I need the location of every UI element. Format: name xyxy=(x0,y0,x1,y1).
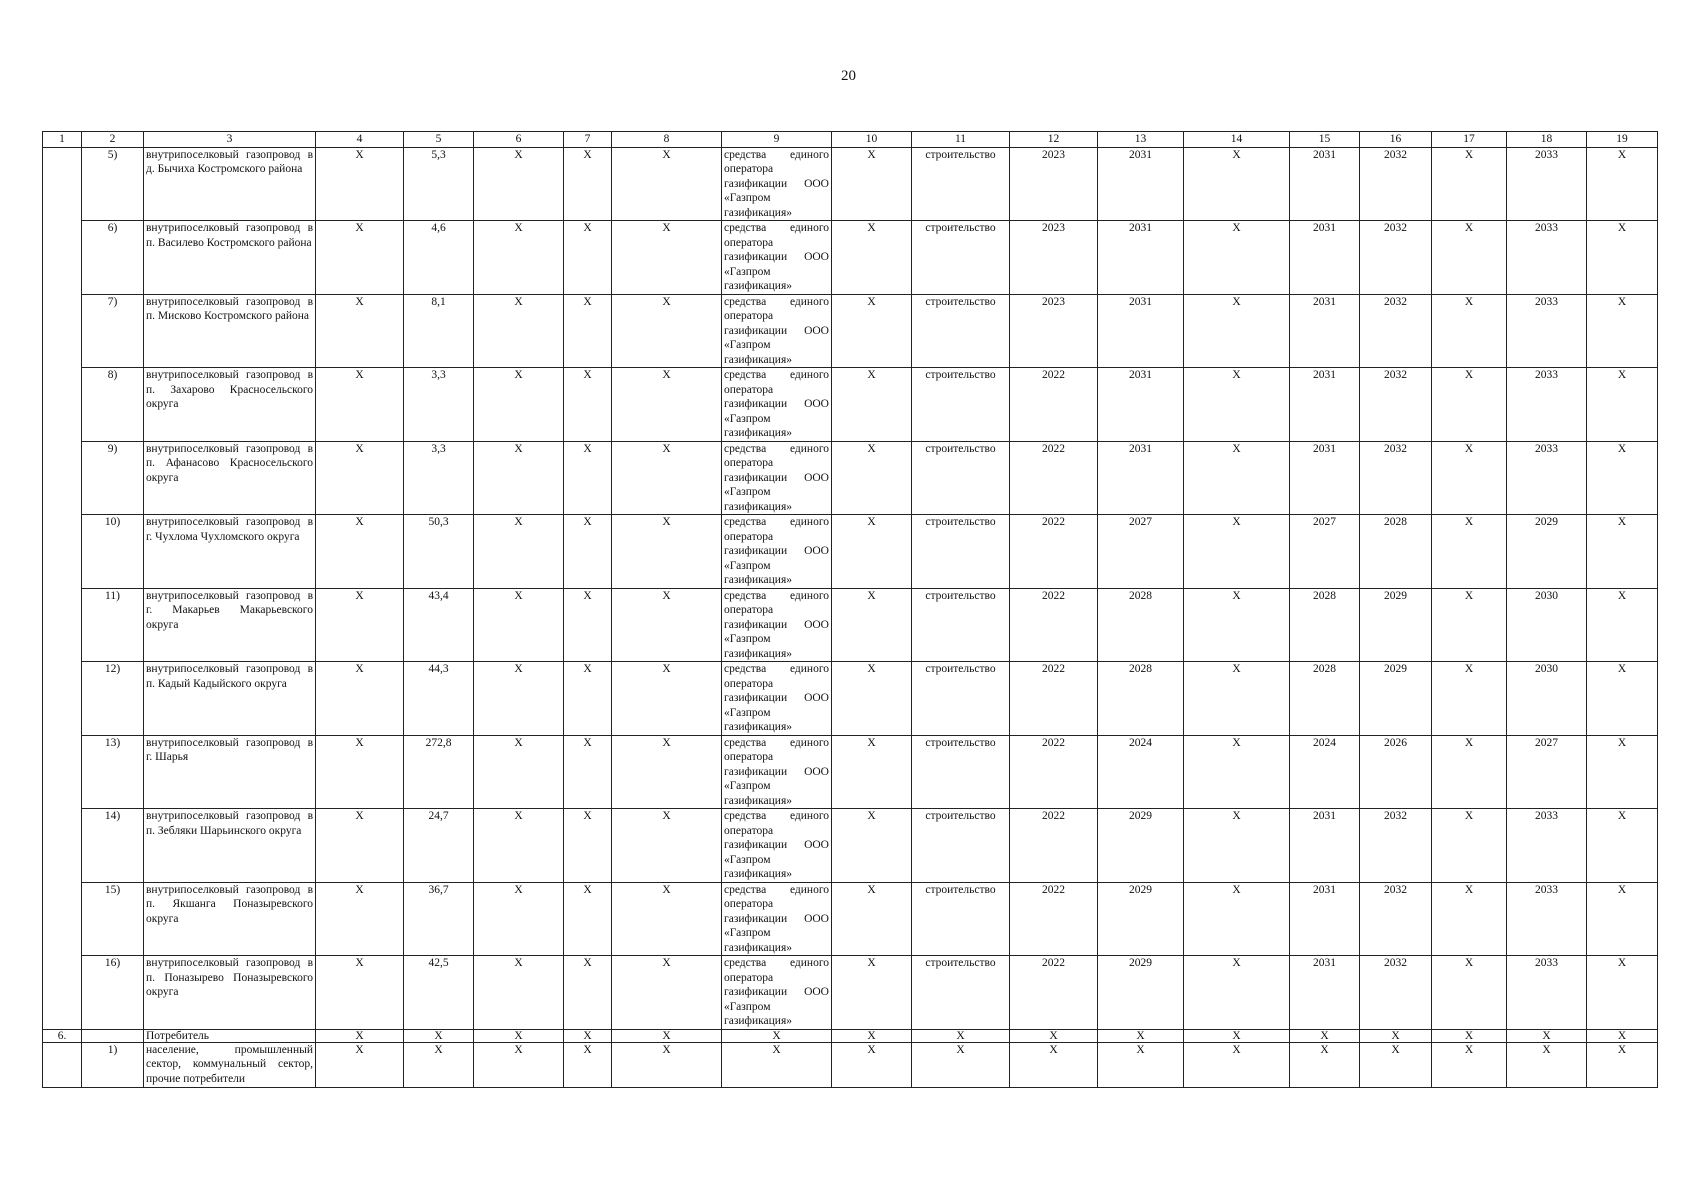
table-cell: X xyxy=(1184,147,1290,221)
table-cell: 2031 xyxy=(1098,221,1184,295)
table-cell: X xyxy=(1587,882,1658,956)
table-cell: X xyxy=(1587,662,1658,736)
table-cell: X xyxy=(832,294,912,368)
column-number-cell: 4 xyxy=(316,132,404,148)
table-cell: X xyxy=(612,368,722,442)
table-cell: 2031 xyxy=(1290,882,1360,956)
table-cell: 2022 xyxy=(1010,588,1098,662)
table-cell: 36,7 xyxy=(404,882,474,956)
table-cell: X xyxy=(564,735,612,809)
row-number-cell: 1) xyxy=(82,1042,144,1087)
table-cell: 2031 xyxy=(1290,147,1360,221)
table-cell: 2022 xyxy=(1010,441,1098,515)
row-number-cell: 7) xyxy=(82,294,144,368)
table-cell: 2022 xyxy=(1010,662,1098,736)
table-cell: 2029 xyxy=(1360,588,1432,662)
object-name-cell: внутрипоселковый газопровод в п. Афанасово Красносельского округа xyxy=(144,441,316,515)
table-cell: X xyxy=(1184,809,1290,883)
table-cell: X xyxy=(316,221,404,295)
table-cell: строительство xyxy=(912,662,1010,736)
table-cell: 8,1 xyxy=(404,294,474,368)
table-cell: X xyxy=(1184,441,1290,515)
table-cell: средства единого оператора газификации ООО «Газпром газификация» xyxy=(722,588,832,662)
table-cell: 2032 xyxy=(1360,147,1432,221)
consumer-description-cell: население, промышленный сектор, коммунальный сектор, прочие потребители xyxy=(144,1042,316,1087)
table-cell: X xyxy=(316,1042,404,1087)
table-cell: X xyxy=(1432,882,1507,956)
table-cell: X xyxy=(474,147,564,221)
object-name-cell: внутрипоселковый газопровод в г. Чухлома Чухломского округа xyxy=(144,515,316,589)
column-number-cell: 16 xyxy=(1360,132,1432,148)
table-cell: 3,3 xyxy=(404,368,474,442)
table-cell: X xyxy=(612,294,722,368)
object-name-cell: внутрипоселковый газопровод в п. Мисково Костромского района xyxy=(144,294,316,368)
table-cell: 2022 xyxy=(1010,735,1098,809)
table-cell: строительство xyxy=(912,515,1010,589)
table-cell: X xyxy=(612,882,722,956)
table-cell: X xyxy=(912,1029,1010,1042)
table-row xyxy=(43,809,1658,883)
table-cell: X xyxy=(1184,515,1290,589)
table-cell: X xyxy=(612,441,722,515)
table-cell: 2030 xyxy=(1507,662,1587,736)
table-row xyxy=(43,368,1658,442)
table-cell: X xyxy=(564,662,612,736)
row-number-cell: 14) xyxy=(82,809,144,883)
table-cell: 42,5 xyxy=(404,956,474,1030)
table-cell: средства единого оператора газификации ООО «Газпром газификация» xyxy=(722,368,832,442)
object-name-cell: внутрипоселковый газопровод в г. Макарьев Макарьевского округа xyxy=(144,588,316,662)
table-cell: X xyxy=(832,588,912,662)
table-cell: X xyxy=(1432,809,1507,883)
table-cell: X xyxy=(612,147,722,221)
table-cell: X xyxy=(474,1029,564,1042)
table-cell: X xyxy=(1432,588,1507,662)
row-number-cell: 9) xyxy=(82,441,144,515)
table-cell: средства единого оператора газификации ООО «Газпром газификация» xyxy=(722,441,832,515)
table-cell: X xyxy=(564,441,612,515)
object-name-cell: внутрипоселковый газопровод в п. Якшанга Поназыревского округа xyxy=(144,882,316,956)
table-cell: 2028 xyxy=(1360,515,1432,589)
table-cell: 2024 xyxy=(1098,735,1184,809)
table-cell: X xyxy=(832,662,912,736)
table-cell: 24,7 xyxy=(404,809,474,883)
table-cell: 2031 xyxy=(1098,368,1184,442)
column-number-cell: 10 xyxy=(832,132,912,148)
column-number-cell: 14 xyxy=(1184,132,1290,148)
table-cell: X xyxy=(316,1029,404,1042)
table-cell: X xyxy=(612,662,722,736)
table-cell: X xyxy=(1432,294,1507,368)
table-cell: X xyxy=(1290,1029,1360,1042)
table-cell: X xyxy=(612,809,722,883)
table-cell: 2032 xyxy=(1360,441,1432,515)
table-cell: X xyxy=(1432,956,1507,1030)
table-cell: X xyxy=(722,1029,832,1042)
table-row xyxy=(43,735,1658,809)
table-cell: 2031 xyxy=(1290,221,1360,295)
table-cell: 2031 xyxy=(1290,809,1360,883)
table-cell: средства единого оператора газификации ООО «Газпром газификация» xyxy=(722,221,832,295)
table-cell: X xyxy=(832,368,912,442)
table-cell: 2028 xyxy=(1290,662,1360,736)
table-cell: 2031 xyxy=(1290,956,1360,1030)
table-cell: X xyxy=(1432,441,1507,515)
table-cell: X xyxy=(1290,1042,1360,1087)
table-cell: 2031 xyxy=(1098,147,1184,221)
table-cell: 2032 xyxy=(1360,882,1432,956)
table-cell: 2029 xyxy=(1507,515,1587,589)
table-row xyxy=(43,956,1658,1030)
table-cell: строительство xyxy=(912,809,1010,883)
table-row xyxy=(43,882,1658,956)
table-cell: строительство xyxy=(912,147,1010,221)
table-cell: X xyxy=(832,221,912,295)
table-cell: 3,3 xyxy=(404,441,474,515)
table-cell: X xyxy=(564,147,612,221)
table-cell: X xyxy=(1587,1042,1658,1087)
table-cell: X xyxy=(1432,735,1507,809)
table-cell: 2029 xyxy=(1360,662,1432,736)
table-cell: 2022 xyxy=(1010,515,1098,589)
column-number-cell: 8 xyxy=(612,132,722,148)
table-cell: X xyxy=(474,662,564,736)
table-cell: 272,8 xyxy=(404,735,474,809)
table-cell: X xyxy=(316,882,404,956)
section-number-cell xyxy=(43,1042,82,1087)
row-number-cell xyxy=(82,1029,144,1042)
column-number-cell: 2 xyxy=(82,132,144,148)
table-cell: X xyxy=(832,882,912,956)
table-cell: X xyxy=(1432,221,1507,295)
column-number-cell: 17 xyxy=(1432,132,1507,148)
section-number-cell: 6. xyxy=(43,1029,82,1042)
table-cell: средства единого оператора газификации ООО «Газпром газификация» xyxy=(722,662,832,736)
table-cell: 2029 xyxy=(1098,882,1184,956)
table-row xyxy=(43,515,1658,589)
table-cell: 2024 xyxy=(1290,735,1360,809)
table-cell: 2022 xyxy=(1010,882,1098,956)
table-cell: X xyxy=(564,1029,612,1042)
column-number-cell: 15 xyxy=(1290,132,1360,148)
table-cell: 2031 xyxy=(1098,294,1184,368)
page-number: 20 xyxy=(841,68,856,84)
table-cell: 2027 xyxy=(1098,515,1184,589)
table-cell: 2032 xyxy=(1360,956,1432,1030)
table-cell: X xyxy=(1587,588,1658,662)
row-number-cell: 15) xyxy=(82,882,144,956)
table-cell: X xyxy=(1098,1042,1184,1087)
table-cell: 2022 xyxy=(1010,809,1098,883)
table-cell: 50,3 xyxy=(404,515,474,589)
table-cell: X xyxy=(612,1042,722,1087)
column-number-cell: 12 xyxy=(1010,132,1098,148)
table-cell: X xyxy=(1184,735,1290,809)
table-cell: X xyxy=(1432,515,1507,589)
table-cell: X xyxy=(474,294,564,368)
table-cell: X xyxy=(1184,221,1290,295)
table-cell: 2027 xyxy=(1290,515,1360,589)
column-number-cell: 13 xyxy=(1098,132,1184,148)
object-name-cell: внутрипоселковый газопровод в п. Василево Костромского района xyxy=(144,221,316,295)
object-name-cell: внутрипоселковый газопровод в п. Зебляки Шарьинского округа xyxy=(144,809,316,883)
table-cell: X xyxy=(1184,662,1290,736)
table-cell: строительство xyxy=(912,294,1010,368)
table-cell: 2033 xyxy=(1507,809,1587,883)
table-cell: X xyxy=(1507,1029,1587,1042)
row-number-cell: 11) xyxy=(82,588,144,662)
table-cell: X xyxy=(1587,956,1658,1030)
table-cell: X xyxy=(316,147,404,221)
table-cell: X xyxy=(1432,147,1507,221)
table-cell: X xyxy=(474,588,564,662)
table-cell: X xyxy=(564,368,612,442)
table-cell: X xyxy=(564,588,612,662)
table-cell: X xyxy=(1507,1042,1587,1087)
table-cell: 2033 xyxy=(1507,147,1587,221)
table-cell: X xyxy=(1587,368,1658,442)
table-cell: 2023 xyxy=(1010,147,1098,221)
table-cell: 44,3 xyxy=(404,662,474,736)
consumer-row xyxy=(43,1029,1658,1042)
column-number-cell: 6 xyxy=(474,132,564,148)
table-cell: 2022 xyxy=(1010,368,1098,442)
table-cell: X xyxy=(316,809,404,883)
table-cell: X xyxy=(1184,1029,1290,1042)
table-cell: X xyxy=(474,735,564,809)
table-cell: X xyxy=(474,441,564,515)
table-cell: 2033 xyxy=(1507,294,1587,368)
table-cell: X xyxy=(1098,1029,1184,1042)
table-cell: 2027 xyxy=(1507,735,1587,809)
table-cell: X xyxy=(316,662,404,736)
table-row xyxy=(43,147,1658,221)
table-cell: 2032 xyxy=(1360,368,1432,442)
table-cell: X xyxy=(474,882,564,956)
table-cell: X xyxy=(612,515,722,589)
table-cell: 2032 xyxy=(1360,809,1432,883)
table-cell: X xyxy=(1010,1029,1098,1042)
table-cell: 2030 xyxy=(1507,588,1587,662)
table-cell: X xyxy=(832,956,912,1030)
table-cell: X xyxy=(564,809,612,883)
column-number-cell: 18 xyxy=(1507,132,1587,148)
table-cell: X xyxy=(1587,294,1658,368)
table-cell: строительство xyxy=(912,882,1010,956)
table-cell: X xyxy=(1184,588,1290,662)
column-number-row xyxy=(43,132,1658,148)
table-cell: 2022 xyxy=(1010,956,1098,1030)
table-cell: X xyxy=(474,515,564,589)
table-cell: 2031 xyxy=(1290,368,1360,442)
table-cell: X xyxy=(612,735,722,809)
table-cell: 43,4 xyxy=(404,588,474,662)
table-cell: X xyxy=(1587,735,1658,809)
table-cell: X xyxy=(1587,221,1658,295)
table-cell: X xyxy=(912,1042,1010,1087)
table-cell: строительство xyxy=(912,441,1010,515)
table-cell: 2032 xyxy=(1360,294,1432,368)
table-cell: X xyxy=(1184,956,1290,1030)
table-cell: X xyxy=(316,441,404,515)
table-cell: X xyxy=(564,956,612,1030)
table-cell: строительство xyxy=(912,588,1010,662)
table-cell: строительство xyxy=(912,221,1010,295)
column-number-cell: 19 xyxy=(1587,132,1658,148)
table-cell: X xyxy=(1587,147,1658,221)
table-cell: средства единого оператора газификации ООО «Газпром газификация» xyxy=(722,882,832,956)
table-cell: X xyxy=(1587,515,1658,589)
table-cell: X xyxy=(832,515,912,589)
table-cell: X xyxy=(1184,294,1290,368)
table-cell: X xyxy=(1184,1042,1290,1087)
row-number-cell: 13) xyxy=(82,735,144,809)
table-cell: X xyxy=(832,1029,912,1042)
table-cell: X xyxy=(612,221,722,295)
table-cell: X xyxy=(564,221,612,295)
object-name-cell: внутрипоселковый газопровод в п. Поназырево Поназыревского округа xyxy=(144,956,316,1030)
table-cell: X xyxy=(832,147,912,221)
table-cell: 2028 xyxy=(1098,588,1184,662)
table-cell: 5,3 xyxy=(404,147,474,221)
table-cell: средства единого оператора газификации ООО «Газпром газификация» xyxy=(722,956,832,1030)
table-cell: средства единого оператора газификации ООО «Газпром газификация» xyxy=(722,147,832,221)
table-cell: X xyxy=(1432,662,1507,736)
table-cell: X xyxy=(1184,882,1290,956)
row-number-cell: 12) xyxy=(82,662,144,736)
table-row xyxy=(43,441,1658,515)
table-cell: X xyxy=(1432,1029,1507,1042)
table-cell: 2033 xyxy=(1507,956,1587,1030)
table-cell: средства единого оператора газификации ООО «Газпром газификация» xyxy=(722,809,832,883)
consumer-sub-row xyxy=(43,1042,1658,1087)
consumer-label-cell: Потребитель xyxy=(144,1029,316,1042)
column-number-cell: 3 xyxy=(144,132,316,148)
table-cell: X xyxy=(1360,1042,1432,1087)
object-name-cell: внутрипоселковый газопровод в п. Захарово Красносельского округа xyxy=(144,368,316,442)
column-number-cell: 11 xyxy=(912,132,1010,148)
table-cell: строительство xyxy=(912,735,1010,809)
object-name-cell: внутрипоселковый газопровод в г. Шарья xyxy=(144,735,316,809)
section-number-cell xyxy=(43,147,82,1029)
table-cell: 2032 xyxy=(1360,221,1432,295)
table-cell: X xyxy=(832,809,912,883)
table-cell: X xyxy=(474,1042,564,1087)
table-cell: 2026 xyxy=(1360,735,1432,809)
table-cell: 2031 xyxy=(1290,294,1360,368)
table-cell: 2028 xyxy=(1290,588,1360,662)
table-cell: 2031 xyxy=(1290,441,1360,515)
table-cell: строительство xyxy=(912,368,1010,442)
object-name-cell: внутрипоселковый газопровод в п. Кадый Кадыйского округа xyxy=(144,662,316,736)
table-cell: 2028 xyxy=(1098,662,1184,736)
table-cell: X xyxy=(1432,368,1507,442)
table-cell: X xyxy=(1587,809,1658,883)
table-cell: X xyxy=(832,735,912,809)
table-cell: X xyxy=(316,956,404,1030)
table-cell: 2029 xyxy=(1098,956,1184,1030)
table-cell: X xyxy=(612,1029,722,1042)
table-cell: X xyxy=(474,368,564,442)
table-cell: X xyxy=(404,1042,474,1087)
table-cell: X xyxy=(564,1042,612,1087)
table-cell: X xyxy=(316,735,404,809)
table-cell: средства единого оператора газификации ООО «Газпром газификация» xyxy=(722,294,832,368)
table-cell: X xyxy=(316,368,404,442)
table-cell: X xyxy=(316,515,404,589)
table-cell: X xyxy=(1432,1042,1507,1087)
column-number-cell: 5 xyxy=(404,132,474,148)
table-cell: X xyxy=(316,588,404,662)
row-number-cell: 6) xyxy=(82,221,144,295)
row-number-cell: 5) xyxy=(82,147,144,221)
table-cell: строительство xyxy=(912,956,1010,1030)
table-cell: X xyxy=(1184,368,1290,442)
row-number-cell: 16) xyxy=(82,956,144,1030)
table-cell: 2029 xyxy=(1098,809,1184,883)
column-number-cell: 1 xyxy=(43,132,82,148)
table-cell: средства единого оператора газификации ООО «Газпром газификация» xyxy=(722,515,832,589)
table-cell: 4,6 xyxy=(404,221,474,295)
table-row xyxy=(43,294,1658,368)
table-cell: X xyxy=(1587,441,1658,515)
table-cell: X xyxy=(722,1042,832,1087)
table-cell: X xyxy=(564,515,612,589)
table-cell: X xyxy=(474,221,564,295)
table-cell: X xyxy=(316,294,404,368)
table-cell: 2033 xyxy=(1507,441,1587,515)
table-cell: X xyxy=(564,294,612,368)
table-cell: X xyxy=(832,1042,912,1087)
table-cell: X xyxy=(564,882,612,956)
gasification-table xyxy=(42,131,1658,1088)
table-cell: 2033 xyxy=(1507,368,1587,442)
table-cell: X xyxy=(1010,1042,1098,1087)
table-cell: 2033 xyxy=(1507,221,1587,295)
row-number-cell: 8) xyxy=(82,368,144,442)
table-cell: X xyxy=(1360,1029,1432,1042)
table-cell: 2031 xyxy=(1098,441,1184,515)
table-cell: X xyxy=(612,588,722,662)
table-cell: X xyxy=(832,441,912,515)
row-number-cell: 10) xyxy=(82,515,144,589)
table-row xyxy=(43,221,1658,295)
column-number-cell: 9 xyxy=(722,132,832,148)
table-cell: X xyxy=(404,1029,474,1042)
table-cell: X xyxy=(474,809,564,883)
table-cell: 2023 xyxy=(1010,294,1098,368)
table-cell: X xyxy=(474,956,564,1030)
table-row xyxy=(43,662,1658,736)
table-cell: 2033 xyxy=(1507,882,1587,956)
table-cell: X xyxy=(1587,1029,1658,1042)
object-name-cell: внутрипоселковый газопровод в д. Бычиха Костромского района xyxy=(144,147,316,221)
table-cell: 2023 xyxy=(1010,221,1098,295)
table-cell: X xyxy=(612,956,722,1030)
table-row xyxy=(43,588,1658,662)
column-number-cell: 7 xyxy=(564,132,612,148)
table-cell: средства единого оператора газификации ООО «Газпром газификация» xyxy=(722,735,832,809)
